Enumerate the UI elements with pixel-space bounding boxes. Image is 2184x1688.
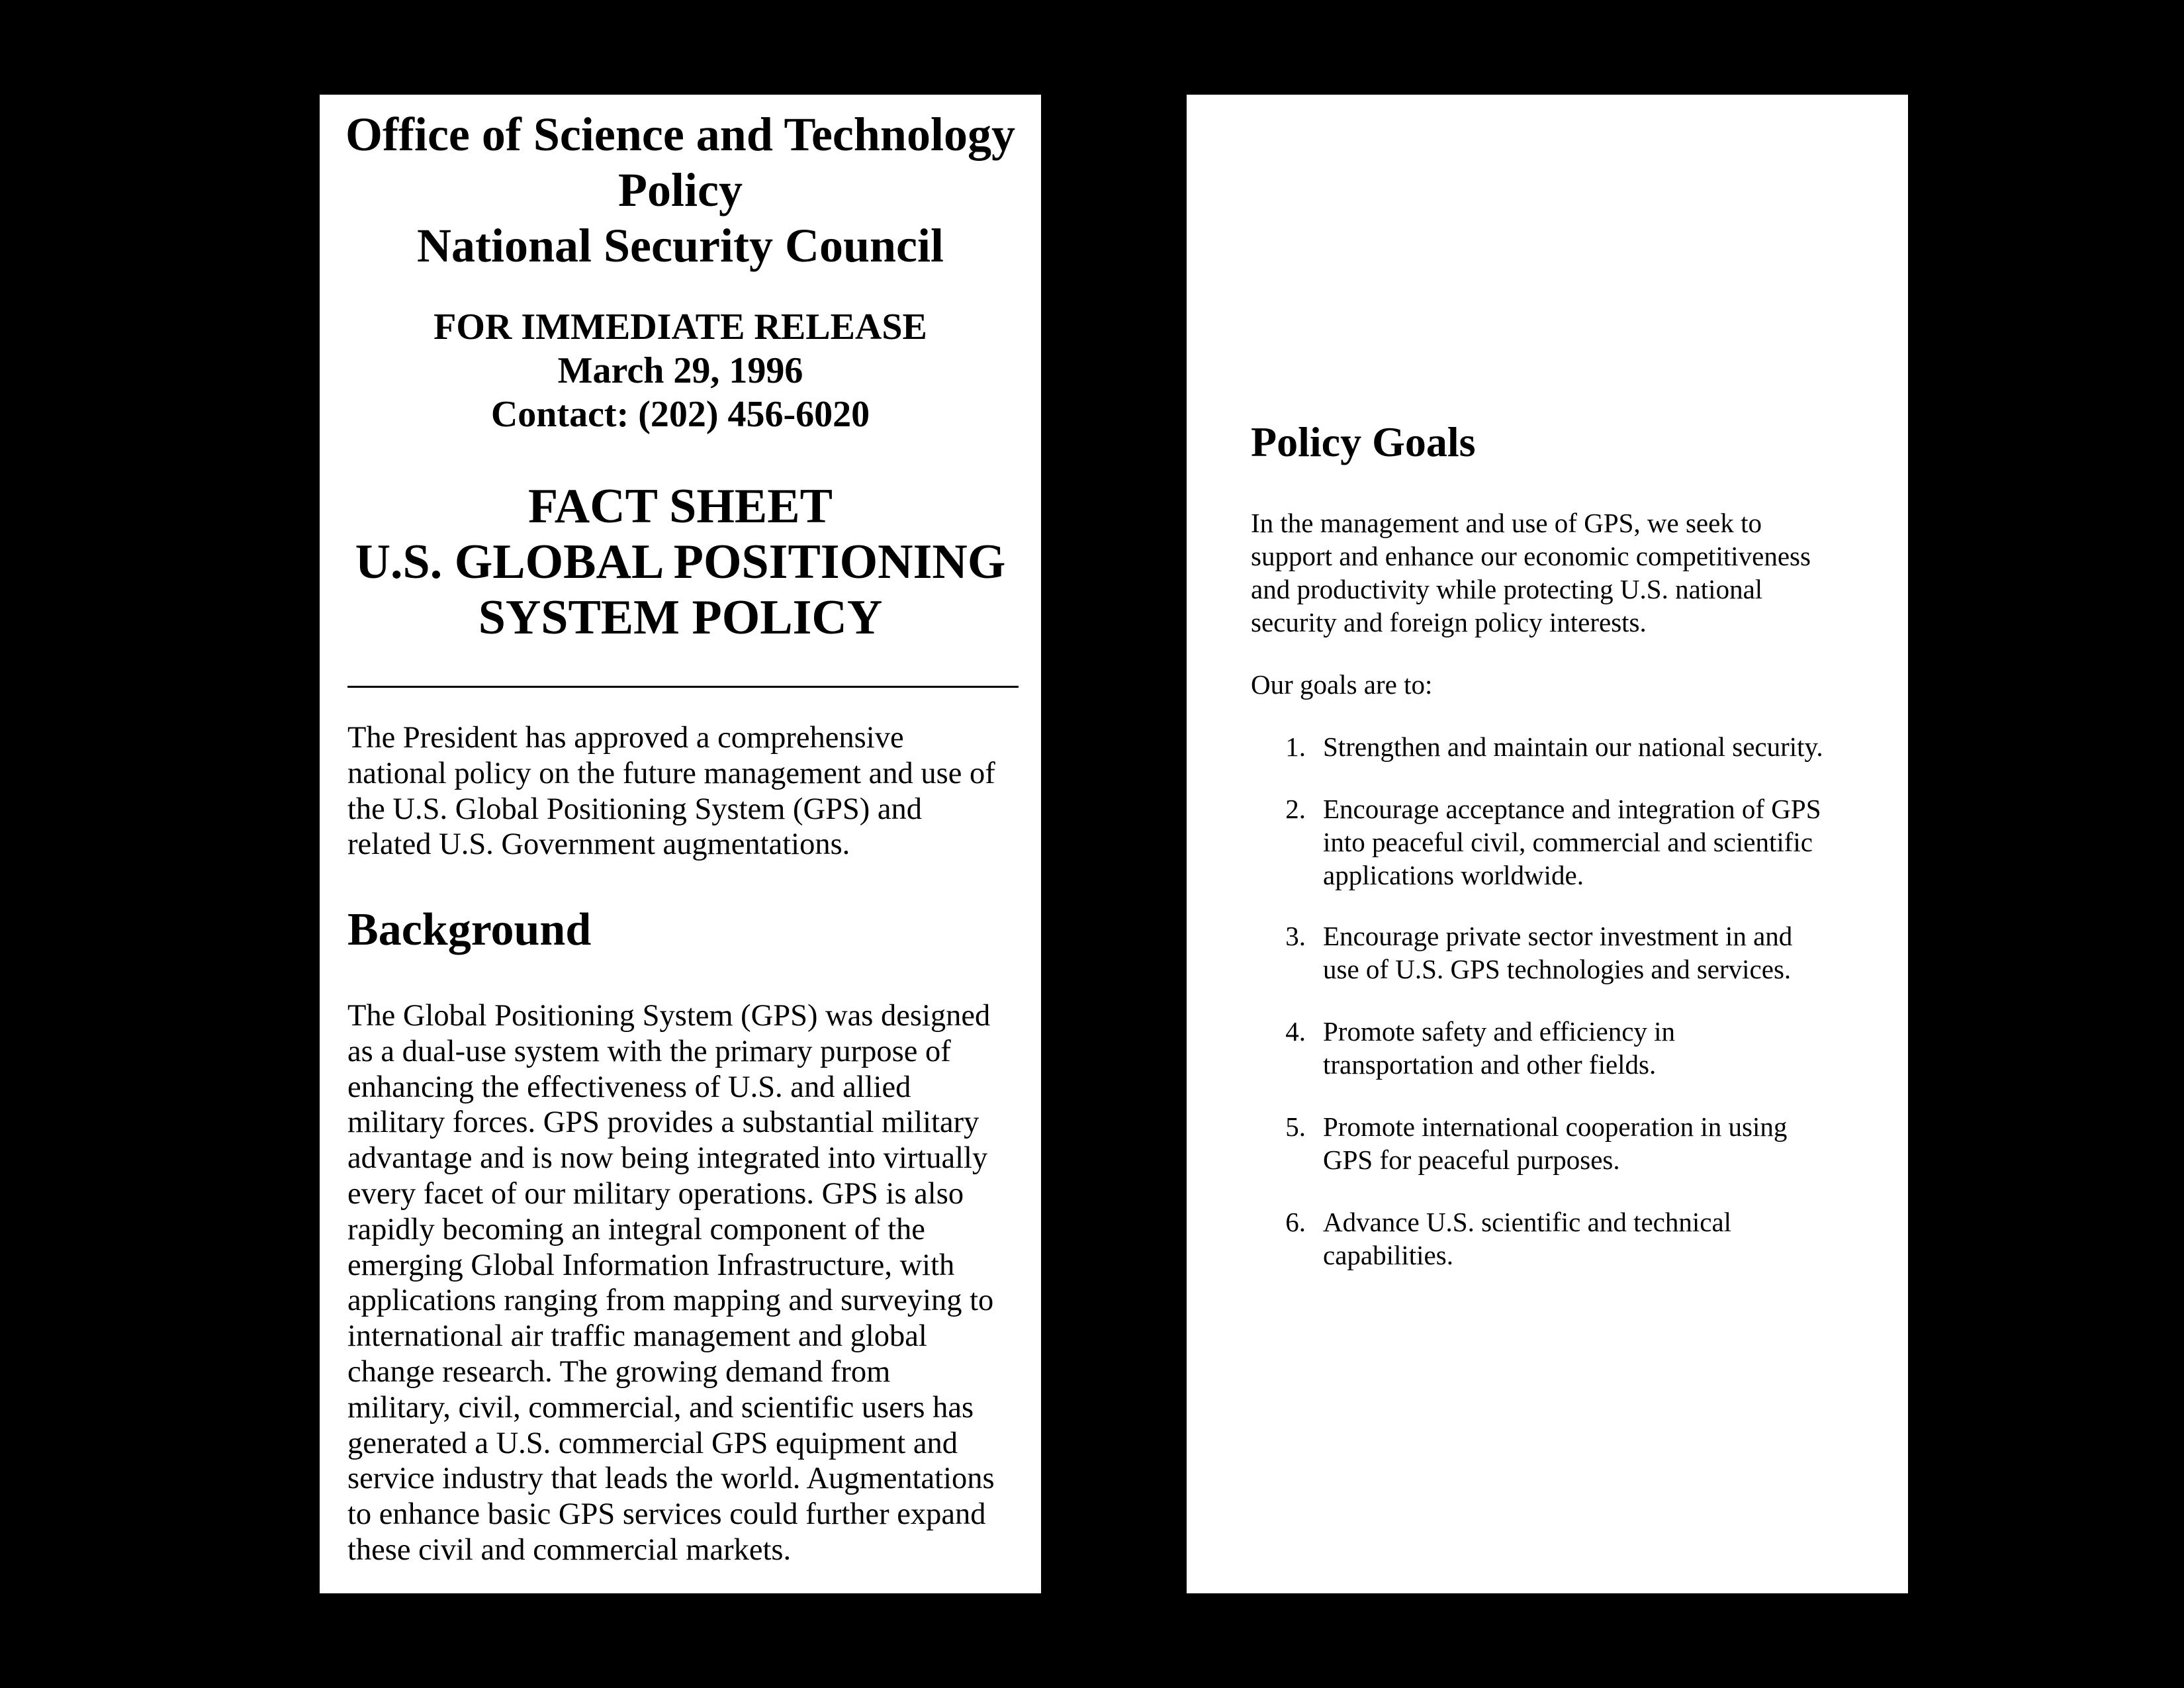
fact-sheet-page-left [320, 95, 1041, 1593]
paragraph-line: as a dual-use system with the primary purpose of [347, 1034, 951, 1068]
goal-text [1323, 792, 1821, 892]
paragraph-line: generated a U.S. commercial GPS equipment and [347, 1426, 958, 1460]
paragraph-line: emerging Global Information Infrastructure, with [347, 1248, 955, 1282]
goals-lead-text: Our goals are to: [1251, 669, 1433, 700]
paragraph-line: related U.S. Government augmentations. [347, 827, 850, 862]
goal-number: 2. [1285, 794, 1306, 824]
goal-line: Encourage acceptance and integration of GPS [1323, 794, 1821, 824]
paragraph-line: applications ranging from mapping and surveying to [347, 1284, 994, 1318]
paragraph-line: support and enhance our economic competitiveness [1251, 541, 1811, 571]
goal-line: Advance U.S. scientific and technical [1323, 1207, 1732, 1237]
goal-text [1323, 919, 1792, 986]
title-line: U.S. GLOBAL POSITIONING [355, 535, 1006, 589]
goal-line: applications worldwide. [1323, 860, 1584, 890]
release-info [320, 305, 1041, 436]
paragraph-line: The President has approved a comprehensive [347, 721, 904, 755]
goal-text [1323, 1015, 1675, 1081]
paragraph-line: enhancing the effectiveness of U.S. and allied [347, 1070, 911, 1104]
title-line: SYSTEM POLICY [478, 590, 883, 645]
background-paragraph [347, 998, 1029, 1568]
paragraph-line: change research. The growing demand from [347, 1354, 891, 1389]
goal-line: Promote safety and efficiency in [1323, 1016, 1676, 1047]
goal-line: Strengthen and maintain our national security. [1323, 731, 1823, 762]
paragraph-line: The Global Positioning System (GPS) was designed [347, 999, 991, 1033]
goal-text [1323, 1110, 1787, 1176]
release-contact: Contact: (202) 456-6020 [490, 394, 870, 435]
goal-line: capabilities. [1323, 1240, 1453, 1270]
paragraph-line: In the management and use of GPS, we seek to [1251, 508, 1762, 538]
paragraph-line: every facet of our military operations. GPS is also [347, 1176, 964, 1211]
goal-number: 5. [1285, 1111, 1306, 1142]
goal-line: into peaceful civil, commercial and scientific [1323, 827, 1813, 857]
header-line: National Security Council [416, 219, 944, 272]
background-heading: Background [347, 904, 592, 955]
paragraph-line: and productivity while protecting U.S. national [1251, 574, 1763, 604]
goal-line: GPS for peaceful purposes. [1323, 1145, 1620, 1175]
release-date: March 29, 1996 [557, 350, 803, 391]
header-line: Policy [618, 164, 743, 216]
issuing-offices [320, 107, 1041, 273]
paragraph-line: military forces. GPS provides a substantial military [347, 1105, 979, 1140]
goal-number: 4. [1285, 1016, 1306, 1047]
header-line: Office of Science and Technology [345, 108, 1015, 161]
goals-intro-paragraph [1251, 506, 1906, 639]
paragraph-line: national policy on the future management and use of [347, 756, 995, 790]
paragraph-line: advantage and is now being integrated into virtually [347, 1141, 988, 1176]
goal-text [1323, 1205, 1731, 1272]
horizontal-divider [347, 686, 1019, 688]
goal-line: Encourage private sector investment in and [1323, 921, 1793, 951]
document-title [320, 479, 1041, 645]
fact-sheet-page-right [1187, 95, 1908, 1593]
goal-line: Promote international cooperation in using [1323, 1111, 1788, 1142]
release-label: FOR IMMEDIATE RELEASE [433, 306, 927, 348]
policy-goals-heading: Policy Goals [1251, 418, 1476, 465]
goal-line: transportation and other fields. [1323, 1049, 1657, 1080]
goal-line: use of U.S. GPS technologies and services. [1323, 954, 1792, 984]
paragraph-line: international air traffic management and global [347, 1319, 927, 1354]
goal-number: 3. [1285, 921, 1306, 951]
paragraph-line: to enhance basic GPS services could further expand [347, 1497, 986, 1532]
paragraph-line: military, civil, commercial, and scientific users has [347, 1390, 974, 1425]
title-line: FACT SHEET [528, 479, 833, 534]
intro-paragraph [347, 720, 1029, 863]
paragraph-line: security and foreign policy interests. [1251, 607, 1647, 637]
paragraph-line: service industry that leads the world. Augmentations [347, 1462, 995, 1496]
goal-text [1323, 730, 1823, 763]
goal-number: 6. [1285, 1207, 1306, 1237]
paragraph-line: rapidly becoming an integral component of the [347, 1212, 925, 1246]
paragraph-line: these civil and commercial markets. [347, 1532, 792, 1567]
goal-number: 1. [1285, 731, 1306, 762]
paragraph-line: the U.S. Global Positioning System (GPS) and [347, 792, 923, 826]
